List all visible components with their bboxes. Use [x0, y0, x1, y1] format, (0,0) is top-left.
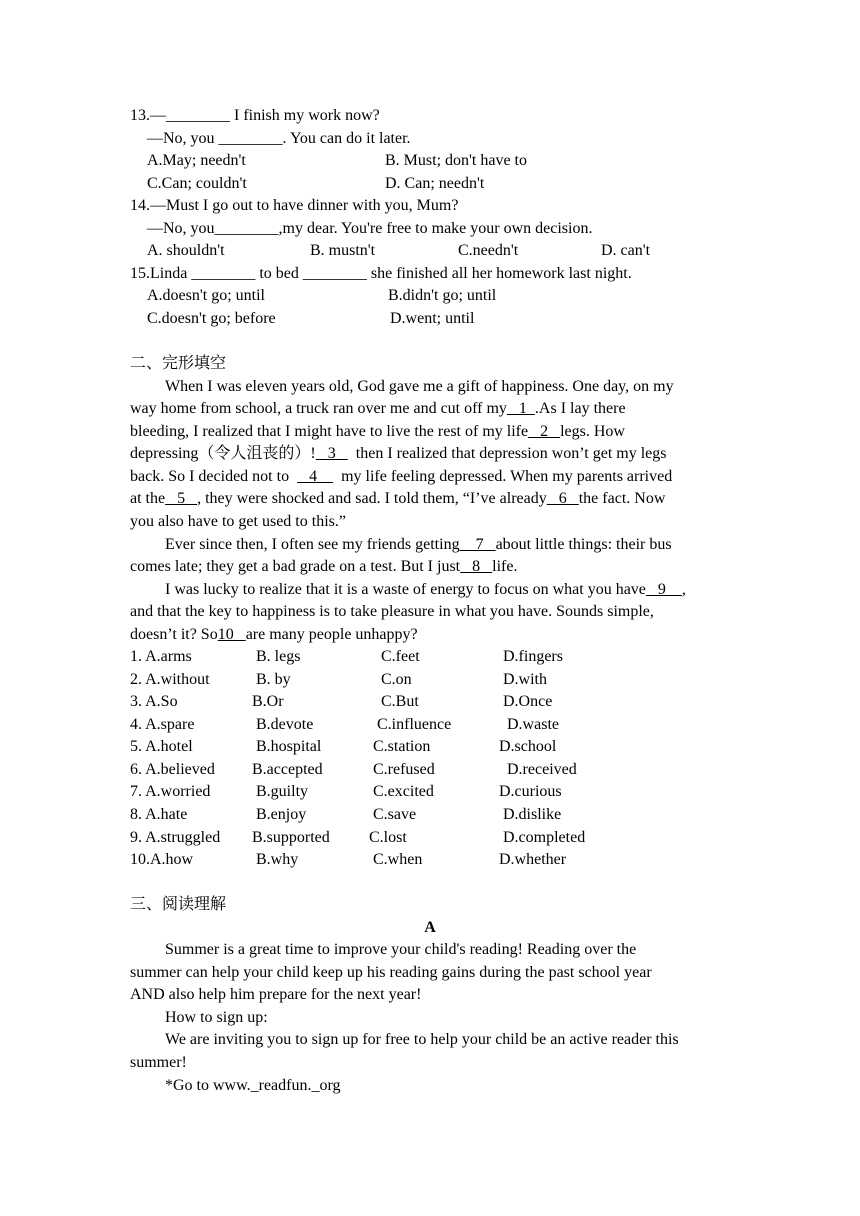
- cloze-option: 10.A.how: [130, 851, 194, 868]
- cloze-option: C.save: [373, 806, 417, 823]
- question-15-stem: 15.Linda ________ to bed ________ she finished all her homework last night.: [130, 265, 632, 282]
- cloze-option: D.received: [507, 761, 577, 778]
- question-13-response: —No, you ________. You can do it later.: [147, 130, 411, 147]
- cloze-paragraph-line: you also have to get used to this.”: [130, 513, 346, 530]
- cloze-option: D.whether: [499, 851, 567, 868]
- cloze-option: B.Or: [252, 693, 284, 710]
- cloze-option: C.excited: [373, 783, 434, 800]
- blank-2: 2: [528, 423, 561, 440]
- cloze-paragraph-line: bleeding, I realized that I might have to live the rest of my life 2 legs. How: [130, 423, 625, 440]
- cloze-paragraph-line: way home from school, a truck ran over me and cut off my 1 .As I lay there: [130, 400, 626, 417]
- cloze-option: 1. A.arms: [130, 648, 192, 665]
- cloze-paragraph-line: doesn’t it? So10 are many people unhappy?: [130, 626, 418, 643]
- section-heading-cloze: 二、完形填空: [130, 355, 227, 372]
- blank-1: 1: [506, 400, 535, 417]
- blank-5: 5: [165, 490, 198, 507]
- section-heading-reading: 三、阅读理解: [130, 896, 227, 913]
- cloze-option: D.waste: [507, 716, 559, 733]
- cloze-option: B.supported: [252, 829, 330, 846]
- cloze-option: B.accepted: [252, 761, 323, 778]
- question-15-option-d: D.went; until: [390, 310, 475, 327]
- question-14-option-d: D. can't: [601, 242, 651, 259]
- question-14-stem: 14.—Must I go out to have dinner with you, Mum?: [130, 197, 459, 214]
- cloze-option: B.guilty: [256, 783, 309, 800]
- cloze-option: C.influence: [377, 716, 452, 733]
- blank-9: 9: [645, 581, 682, 598]
- cloze-paragraph-line: and that the key to happiness is to take pleasure in what you have. Sounds simple,: [130, 603, 654, 620]
- cloze-option: 9. A.struggled: [130, 829, 221, 846]
- question-13-option-c: C.Can; couldn't: [147, 175, 247, 192]
- cloze-option: B.devote: [256, 716, 314, 733]
- cloze-paragraph-line: comes late; they get a bad grade on a test. But I just 8 life.: [130, 558, 518, 575]
- cloze-option: 2. A.without: [130, 671, 210, 688]
- cloze-option: C.lost: [369, 829, 407, 846]
- reading-line: Summer is a great time to improve your child's reading! Reading over the: [165, 941, 637, 958]
- cloze-option: D.dislike: [503, 806, 562, 823]
- blank-7: 7: [459, 536, 496, 553]
- question-15-option-c: C.doesn't go; before: [147, 310, 276, 327]
- blank-4: 4: [297, 468, 334, 485]
- question-14-option-b: B. mustn't: [310, 242, 376, 259]
- cloze-option: 4. A.spare: [130, 716, 195, 733]
- cloze-option: C.refused: [373, 761, 435, 778]
- question-13-option-a: A.May; needn't: [147, 152, 246, 169]
- cloze-option: D.fingers: [503, 648, 563, 665]
- reading-line: summer can help your child keep up his reading gains during the past school year: [130, 964, 652, 981]
- cloze-option: C.when: [373, 851, 423, 868]
- reading-line: AND also help him prepare for the next year!: [130, 986, 422, 1003]
- cloze-option: B.why: [256, 851, 299, 868]
- cloze-option: C.But: [381, 693, 419, 710]
- cloze-option: D.with: [503, 671, 547, 688]
- cloze-option: D.completed: [503, 829, 586, 846]
- reading-line: We are inviting you to sign up for free to help your child be an active reader this: [165, 1031, 679, 1048]
- cloze-paragraph-line: depressing（令人沮丧的）! 3 then I realized that depression won’t get my legs: [130, 445, 667, 462]
- blank-8: 8: [460, 558, 493, 575]
- question-14-option-c: C.needn't: [458, 242, 519, 259]
- reading-line: How to sign up:: [165, 1009, 268, 1026]
- cloze-paragraph-line: back. So I decided not to 4 my life feeling depressed. When my parents arrived: [130, 468, 673, 485]
- cloze-option: C.feet: [381, 648, 420, 665]
- cloze-option: 6. A.believed: [130, 761, 215, 778]
- cloze-option: 5. A.hotel: [130, 738, 193, 755]
- question-15-option-b: B.didn't go; until: [388, 287, 497, 304]
- blank-6: 6: [546, 490, 579, 507]
- passage-label: A: [424, 919, 436, 936]
- cloze-option: B. legs: [256, 648, 301, 665]
- question-13-option-d: D. Can; needn't: [385, 175, 485, 192]
- blank-10: 10: [217, 626, 246, 643]
- reading-line: summer!: [130, 1054, 187, 1071]
- cloze-option: 3. A.So: [130, 693, 178, 710]
- cloze-paragraph-line: at the 5 , they were shocked and sad. I told them, “I’ve already 6 the fact. Now: [130, 490, 666, 507]
- question-13-option-b: B. Must; don't have to: [385, 152, 527, 169]
- reading-line: *Go to www._readfun._org: [165, 1077, 341, 1094]
- cloze-option: B.hospital: [256, 738, 322, 755]
- blank-3: 3: [315, 445, 348, 462]
- cloze-option: 8. A.hate: [130, 806, 188, 823]
- question-15-option-a: A.doesn't go; until: [147, 287, 265, 304]
- cloze-paragraph-line: When I was eleven years old, God gave me a gift of happiness. One day, on my: [165, 378, 674, 395]
- cloze-option: B. by: [256, 671, 291, 688]
- question-14-option-a: A. shouldn't: [147, 242, 225, 259]
- question-13-stem: 13.—________ I finish my work now?: [130, 107, 380, 124]
- cloze-paragraph-line: I was lucky to realize that it is a waste of energy to focus on what you have 9 ,: [165, 581, 686, 598]
- question-14-response: —No, you________,my dear. You're free to make your own decision.: [147, 220, 593, 237]
- cloze-option: C.on: [381, 671, 412, 688]
- cloze-option: D.curious: [499, 783, 562, 800]
- cloze-paragraph-line: Ever since then, I often see my friends getting 7 about little things: their bus: [165, 536, 672, 553]
- cloze-option: 7. A.worried: [130, 783, 211, 800]
- cloze-option: B.enjoy: [256, 806, 307, 823]
- cloze-option: D.school: [499, 738, 557, 755]
- cloze-option: D.Once: [503, 693, 553, 710]
- cloze-option: C.station: [373, 738, 431, 755]
